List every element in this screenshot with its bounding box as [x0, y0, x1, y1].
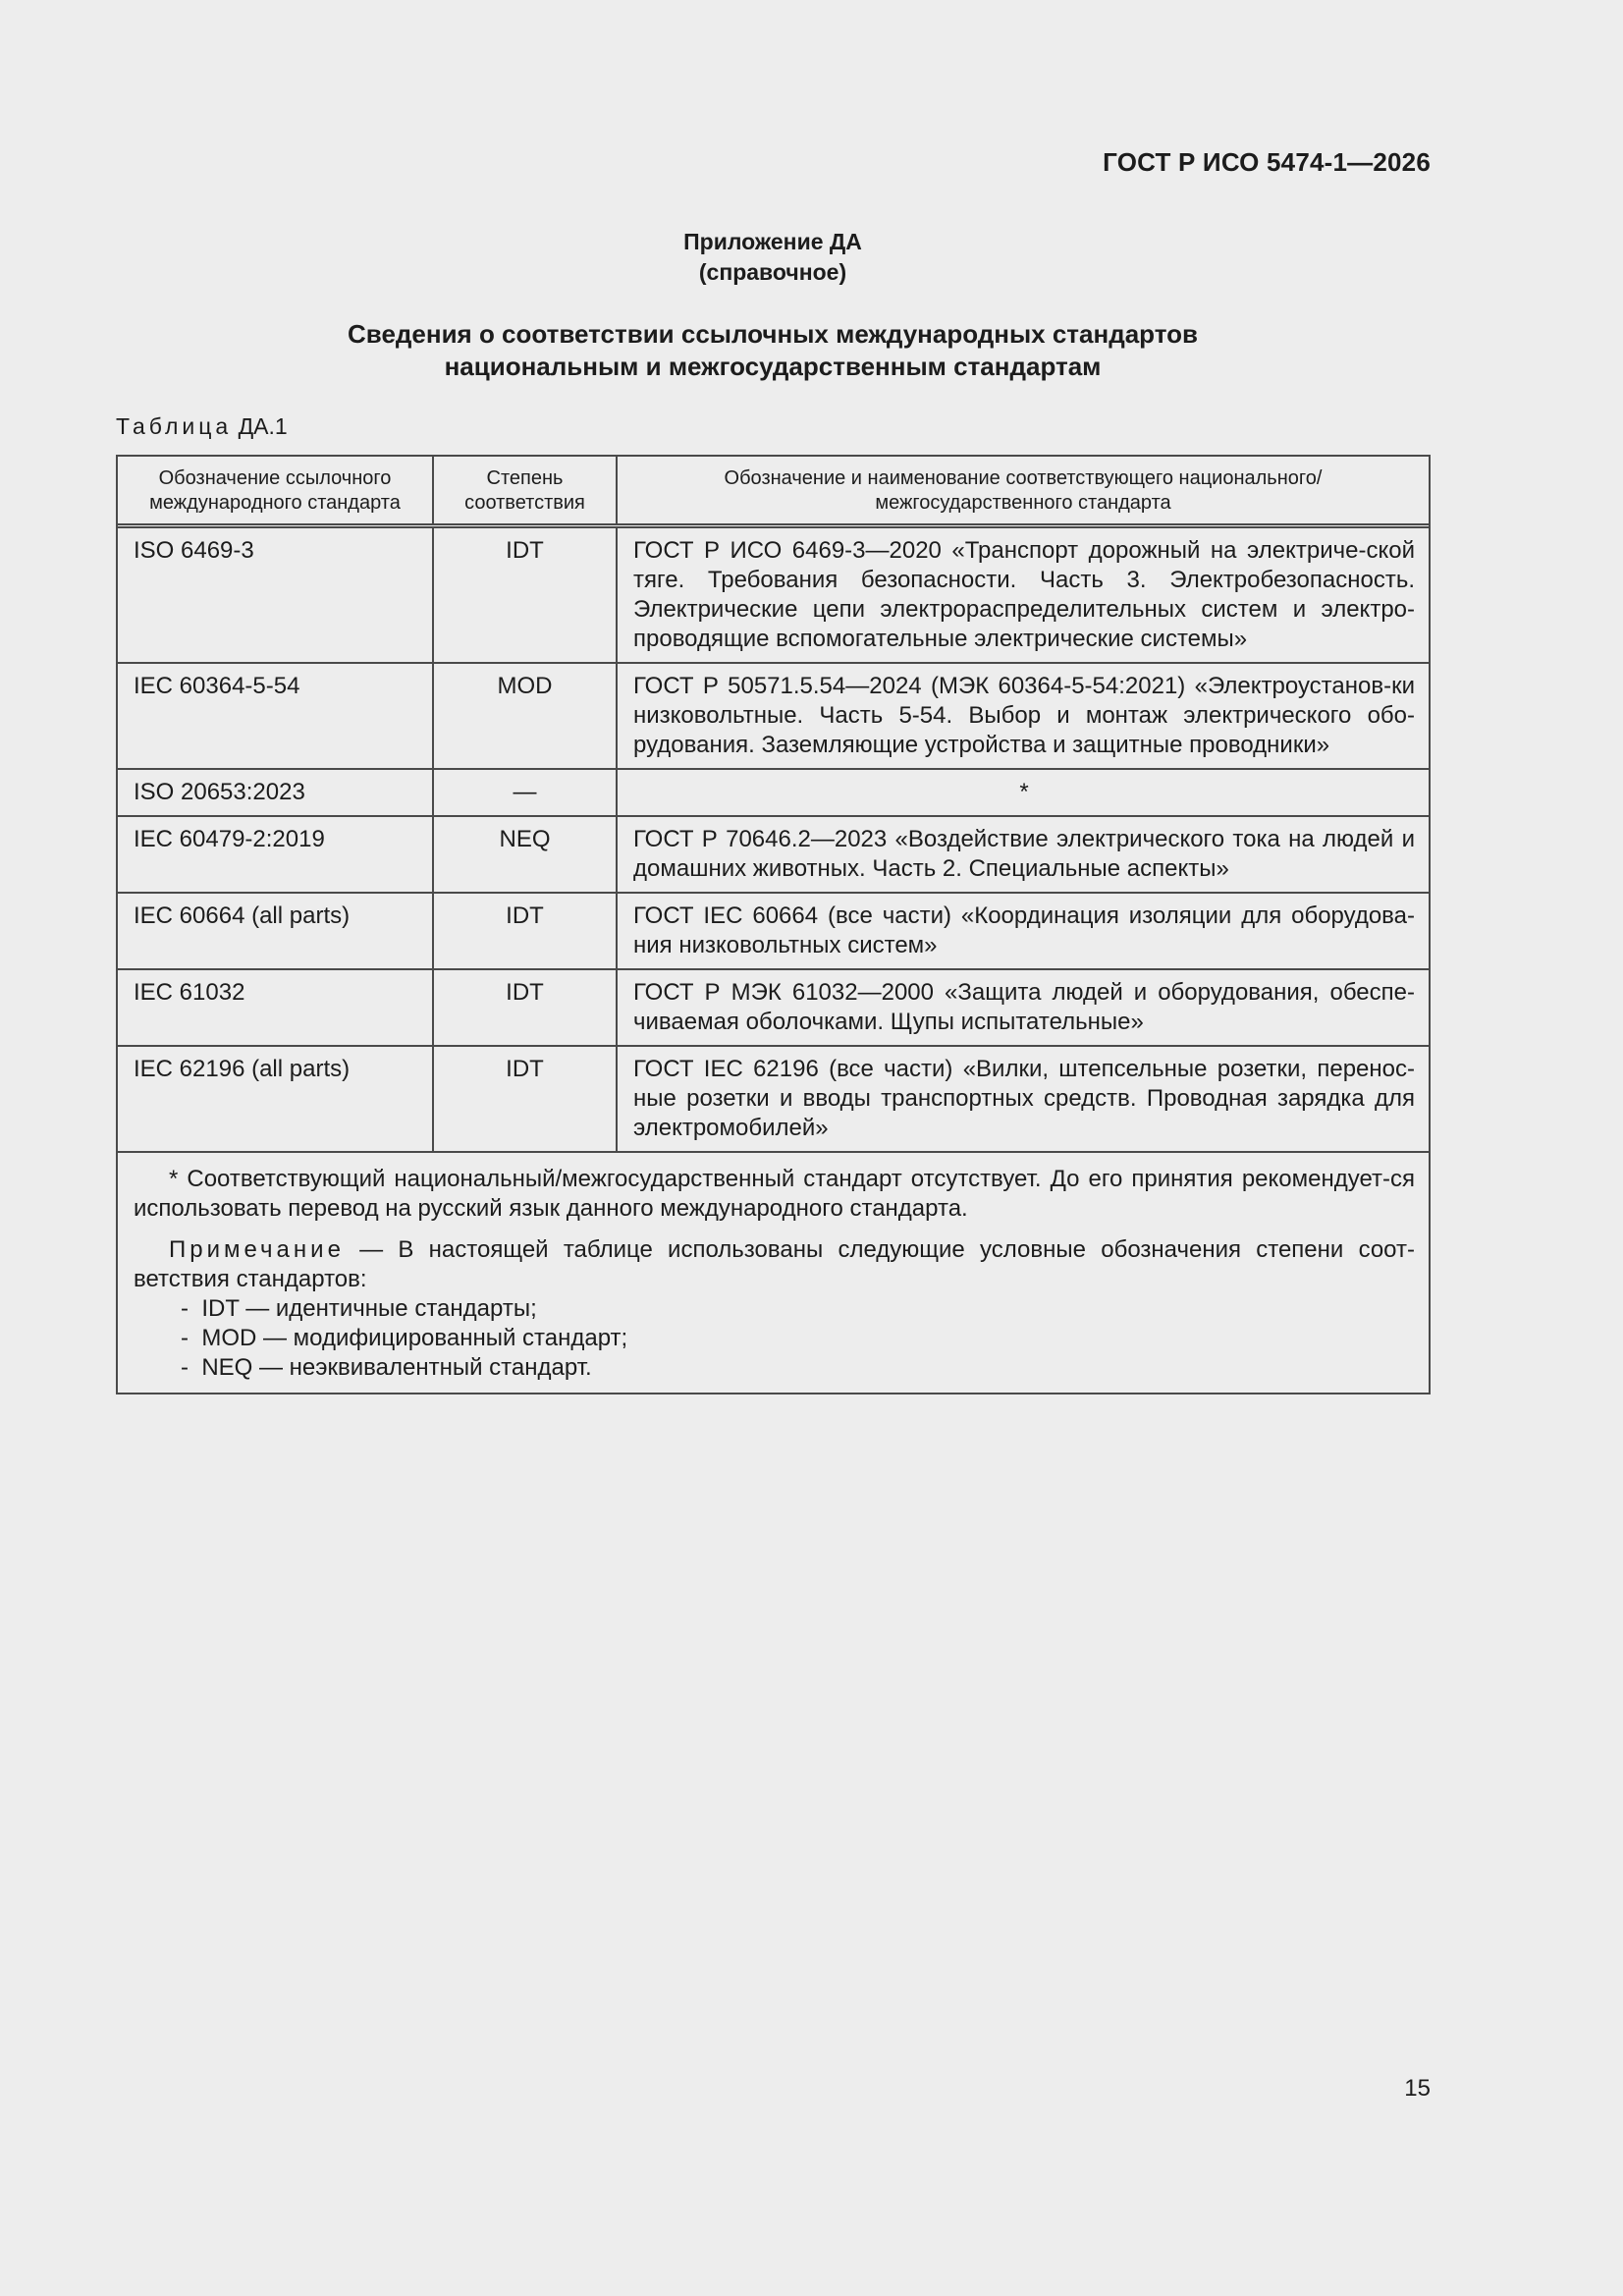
- cell-degree: —: [434, 770, 618, 815]
- table-row: [118, 968, 1429, 1045]
- table-row: [118, 1045, 1429, 1151]
- list-item: - NEQ — неэквивалентный стандарт.: [181, 1353, 1415, 1383]
- cell-degree: IDT: [434, 894, 618, 968]
- appendix-title: Приложение ДА: [683, 229, 862, 254]
- column-header-international: Обозначение ссылочного международного стандарта: [118, 457, 434, 523]
- cell-national: ГОСТ Р 50571.5.54—2024 (МЭК 60364-5-54:2021) «Электроустанов-ки низковольтные. Часть 5-54. Выбор и монтаж электрического обо-рудования. Заземляющие устройства и защитные проводники»: [633, 673, 1415, 758]
- cell-international: IEC 60364-5-54: [118, 664, 434, 768]
- cell-degree: MOD: [434, 664, 618, 768]
- note-word: Примечание: [169, 1236, 345, 1263]
- table-label-number: ДА.1: [238, 413, 288, 439]
- list-item: - IDT — идентичные стандарты;: [181, 1294, 1415, 1324]
- cell-degree: IDT: [434, 528, 618, 662]
- list-item: - MOD — модифицированный стандарт;: [181, 1324, 1415, 1353]
- cell-international: IEC 62196 (all parts): [118, 1047, 434, 1151]
- standards-table: [116, 455, 1431, 1394]
- cell-national: ГОСТ IEC 60664 (все части) «Координация изоляции для оборудова-ния низковольтных систем»: [633, 902, 1415, 958]
- table-row: [118, 662, 1429, 768]
- table-note: [134, 1235, 1415, 1383]
- document-code: ГОСТ Р ИСО 5474-1—2026: [1103, 147, 1431, 177]
- table-header-row: [118, 457, 1429, 523]
- cell-national: ГОСТ Р 70646.2—2023 «Воздействие электрического тока на людей и домашних животных. Часть 2. Специальные аспекты»: [633, 826, 1415, 882]
- section-title: [0, 318, 1545, 383]
- cell-international: IEC 60479-2:2019: [118, 817, 434, 892]
- column-header-degree: Степень соответствия: [434, 457, 618, 523]
- cell-international: IEC 60664 (all parts): [118, 894, 434, 968]
- table-row: [118, 523, 1429, 662]
- cell-degree: IDT: [434, 1047, 618, 1151]
- column-header-national: Обозначение и наименование соответствующего национального/ межгосударственного стандарта: [724, 467, 1323, 514]
- table-row: [118, 892, 1429, 968]
- cell-national: ГОСТ IEC 62196 (все части) «Вилки, штепсельные розетки, перенос-ные розетки и вводы транспортных средств. Проводная зарядка для электромобилей»: [633, 1056, 1415, 1141]
- page-number: 15: [1404, 2075, 1431, 2102]
- cell-degree: IDT: [434, 970, 618, 1045]
- table-footnote: * Соответствующий национальный/межгосударственный стандарт отсутствует. До его принятия рекомендует-ся использовать перевод на русский язык данного международного стандарта.: [134, 1166, 1415, 1222]
- section-title-line-2: национальным и межгосударственным стандартам: [444, 352, 1102, 381]
- section-title-line-1: Сведения о соответствии ссылочных международных стандартов: [348, 319, 1198, 349]
- appendix-subtitle: (справочное): [698, 259, 847, 285]
- cell-international: ISO 20653:2023: [118, 770, 434, 815]
- cell-national: *: [1019, 779, 1029, 805]
- cell-national: ГОСТ Р МЭК 61032—2000 «Защита людей и оборудования, обеспе-чиваемая оболочками. Щупы испытательные»: [633, 979, 1415, 1035]
- table-label-word: Таблица: [116, 413, 233, 439]
- table-notes: [118, 1151, 1429, 1393]
- table-row: [118, 768, 1429, 815]
- table-row: [118, 815, 1429, 892]
- appendix-heading: [0, 227, 1545, 288]
- note-list: [134, 1294, 1415, 1383]
- cell-international: IEC 61032: [118, 970, 434, 1045]
- cell-degree: NEQ: [434, 817, 618, 892]
- cell-national: ГОСТ Р ИСО 6469-3—2020 «Транспорт дорожный на электриче-ской тяге. Требования безопасности. Часть 3. Электробезопасность. Электрические цепи электрораспределительных систем и электро-проводящие вспомогательные электрические системы»: [633, 537, 1415, 652]
- cell-international: ISO 6469-3: [118, 528, 434, 662]
- table-label: [116, 413, 288, 440]
- note-text: — В настоящей таблице использованы следующие условные обозначения степени соот-ветствия стандартов:: [134, 1236, 1415, 1292]
